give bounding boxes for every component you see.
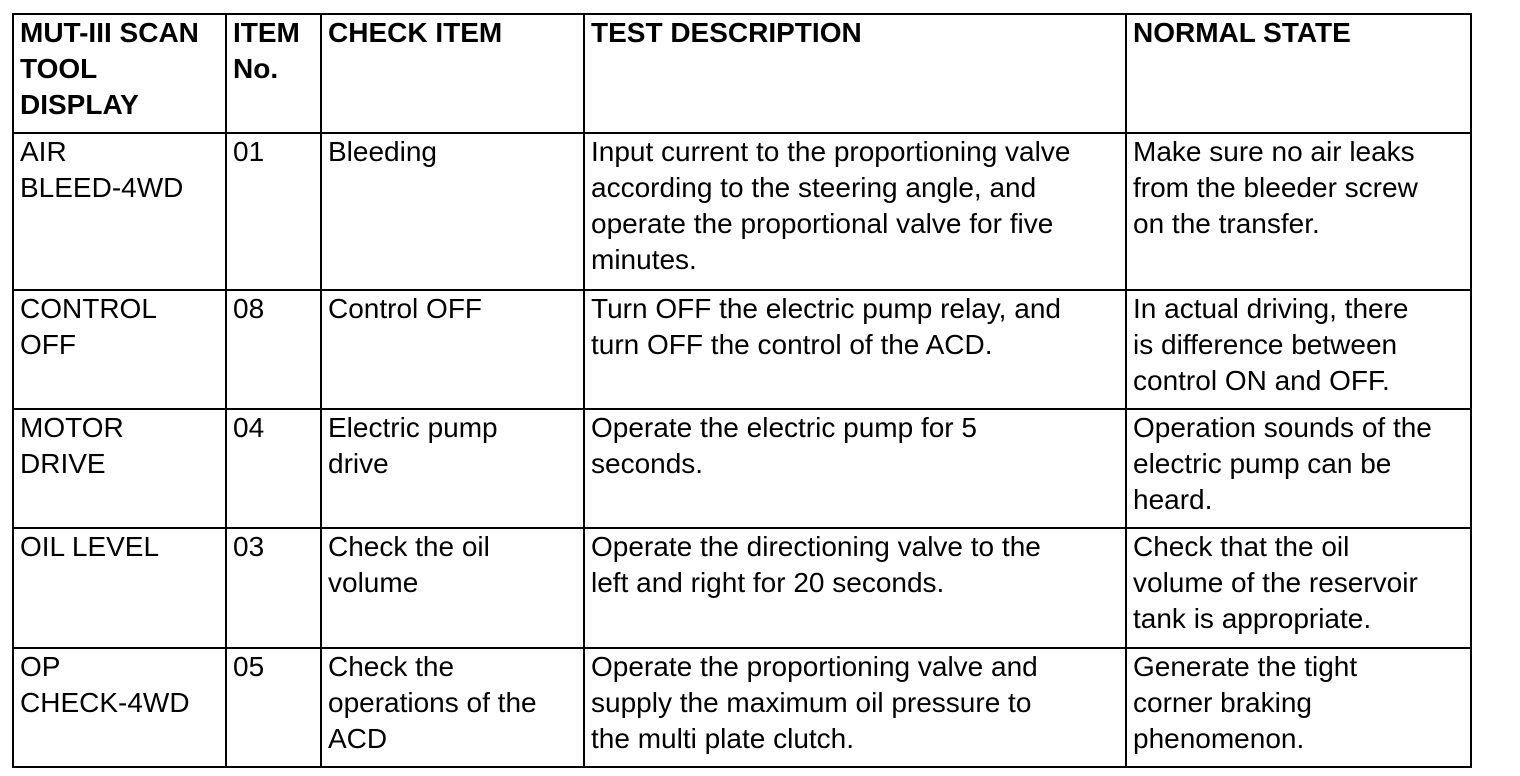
cell-scan-tool-display: OIL LEVEL xyxy=(13,528,226,648)
cell-check-item: Electric pump drive xyxy=(321,409,584,528)
cell-item-no: 05 xyxy=(226,648,321,767)
cell-item-no: 01 xyxy=(226,133,321,290)
cell-item-no: 08 xyxy=(226,290,321,409)
cell-normal-state: Check that the oil volume of the reservoir tank is appropriate. xyxy=(1126,528,1471,648)
table-row xyxy=(13,528,1471,648)
header-normal-state: NORMAL STATE xyxy=(1126,14,1471,133)
cell-check-item: Check the operations of the ACD xyxy=(321,648,584,767)
cell-scan-tool-display: CONTROL OFF xyxy=(13,290,226,409)
cell-scan-tool-display: OP CHECK-4WD xyxy=(13,648,226,767)
cell-check-item: Check the oil volume xyxy=(321,528,584,648)
cell-test-description: Operate the electric pump for 5 seconds. xyxy=(584,409,1126,528)
header-check-item: CHECK ITEM xyxy=(321,14,584,133)
header-scan-tool-display: MUT-III SCAN TOOL DISPLAY xyxy=(13,14,226,133)
actuator-test-table xyxy=(12,13,1472,768)
cell-test-description: Operate the proportioning valve and supply the maximum oil pressure to the multi plate clutch. xyxy=(584,648,1126,767)
table-row xyxy=(13,648,1471,767)
cell-check-item: Control OFF xyxy=(321,290,584,409)
table-row xyxy=(13,290,1471,409)
header-item-no: ITEM No. xyxy=(226,14,321,133)
header-test-description: TEST DESCRIPTION xyxy=(584,14,1126,133)
cell-check-item: Bleeding xyxy=(321,133,584,290)
table-header-row xyxy=(13,14,1471,133)
cell-normal-state: Generate the tight corner braking phenomenon. xyxy=(1126,648,1471,767)
cell-test-description: Turn OFF the electric pump relay, and turn OFF the control of the ACD. xyxy=(584,290,1126,409)
table-row xyxy=(13,133,1471,290)
cell-item-no: 04 xyxy=(226,409,321,528)
cell-normal-state: Make sure no air leaks from the bleeder screw on the transfer. xyxy=(1126,133,1471,290)
cell-scan-tool-display: MOTOR DRIVE xyxy=(13,409,226,528)
cell-test-description: Operate the directioning valve to the left and right for 20 seconds. xyxy=(584,528,1126,648)
cell-scan-tool-display: AIR BLEED-4WD xyxy=(13,133,226,290)
cell-normal-state: In actual driving, there is difference between control ON and OFF. xyxy=(1126,290,1471,409)
cell-test-description: Input current to the proportioning valve according to the steering angle, and operate the proportional valve for five minutes. xyxy=(584,133,1126,290)
cell-normal-state: Operation sounds of the electric pump can be heard. xyxy=(1126,409,1471,528)
table-row xyxy=(13,409,1471,528)
cell-item-no: 03 xyxy=(226,528,321,648)
